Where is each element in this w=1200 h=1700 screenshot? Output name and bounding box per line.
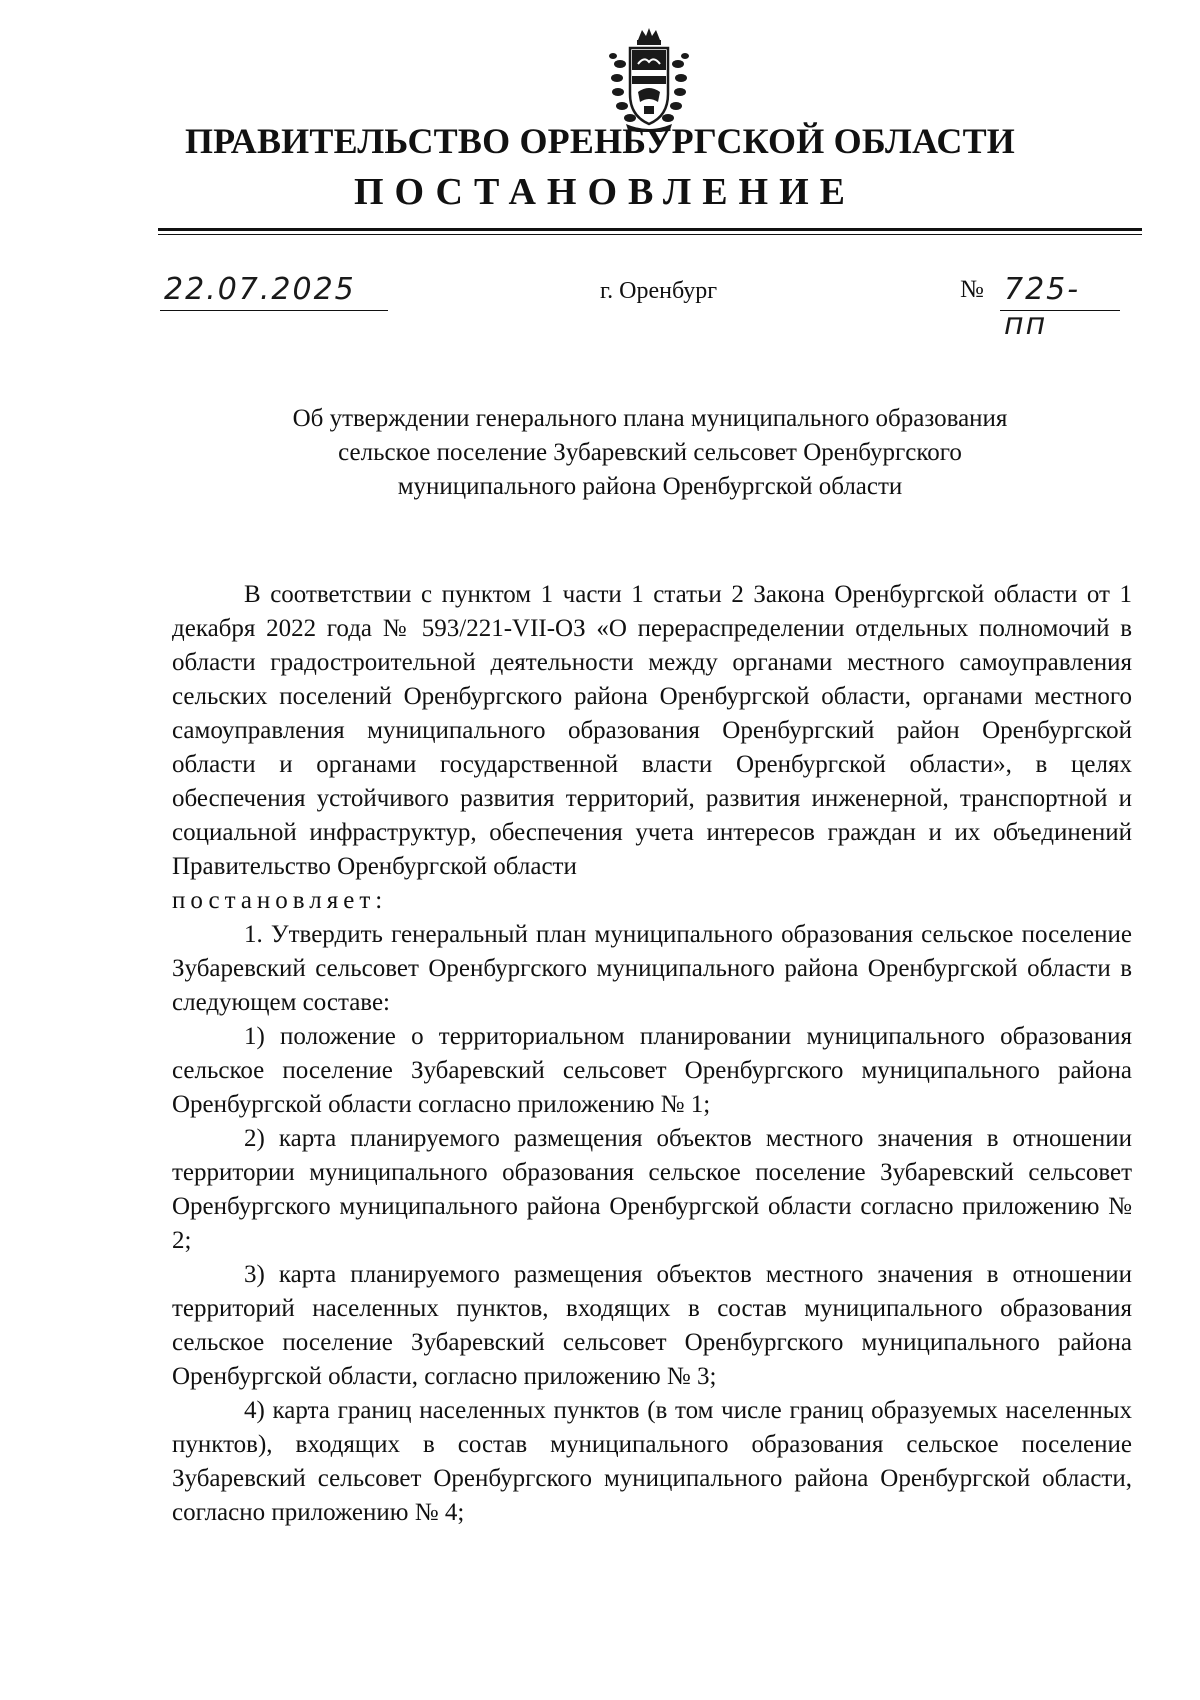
document-type: ПОСТАНОВЛЕНИЕ	[353, 171, 857, 213]
organization-title: ПРАВИТЕЛЬСТВО ОРЕНБУРГСКОЙ ОБЛАСТИ	[184, 121, 1016, 161]
subject-line: Об утверждении генерального плана муниципального образования	[292, 405, 1008, 432]
item-1-paragraph: 1. Утвердить генеральный план муниципального образования сельское поселение Зубаревский сельсовет Оренбургского муниципального района Оренбургской области в следующем составе:	[172, 921, 1132, 1016]
subject-line: сельское поселение Зубаревский сельсовет Оренбургского	[338, 439, 962, 466]
subitem-2-paragraph: 2) карта планируемого размещения объектов местного значения в отношении территории муниципального образования сельское поселение Зубаревский сельсовет Оренбургского муниципального района Оренбургской области согласно приложению № 2;	[172, 1125, 1132, 1254]
document-body	[172, 578, 1132, 1530]
document-subject	[180, 402, 1120, 504]
subject-line: муниципального района Оренбургской области	[397, 473, 903, 500]
document-city: г. Оренбург	[600, 278, 718, 304]
subitem-3-paragraph: 3) карта планируемого размещения объектов местного значения в отношении территорий населенных пунктов, входящих в состав муниципального образования сельское поселение Зубаревский сельсовет Оренбургского муниципального района Оренбургской области, согласно приложению № 3;	[172, 1261, 1132, 1390]
resolves-word: постановляет:	[172, 887, 388, 914]
preamble-paragraph: В соответствии с пунктом 1 части 1 статьи 2 Закона Оренбургской области от 1 декабря 2022 года № 593/221-VII-ОЗ «О перераспределении отдельных полномочий в области градостроительной деятельности между органами местного самоуправления сельских поселений Оренбургского района Оренбургской области, органами местного самоуправления муниципального образования Оренбургский район Оренбургской области и органами государственной власти Оренбургской области», в целях обеспечения устойчивого развития территорий, развития инженерной, транспортной и социальной инфраструктур, обеспечения учета интересов граждан и их объединений Правительство Оренбургской области	[172, 581, 1132, 880]
subitem-1-paragraph: 1) положение о территориальном планировании муниципального образования сельское поселение Зубаревский сельсовет Оренбургского муниципального района Оренбургской области согласно приложению № 1;	[172, 1023, 1132, 1118]
header-divider-thin	[158, 234, 1142, 235]
number-field	[1000, 270, 1120, 342]
coat-of-arms-icon	[608, 26, 690, 132]
number-label: №	[960, 276, 984, 303]
header-divider	[158, 228, 1142, 231]
document-date: 22.07.2025	[164, 272, 356, 307]
date-field	[160, 270, 388, 311]
subitem-4-paragraph: 4) карта границ населенных пунктов (в том числе границ образуемых населенных пунктов), входящих в состав муниципального образования сельское поселение Зубаревский сельсовет Оренбургского муниципального района Оренбургской области, согласно приложению № 4;	[172, 1397, 1132, 1526]
document-number: 725-пп	[1004, 272, 1081, 342]
